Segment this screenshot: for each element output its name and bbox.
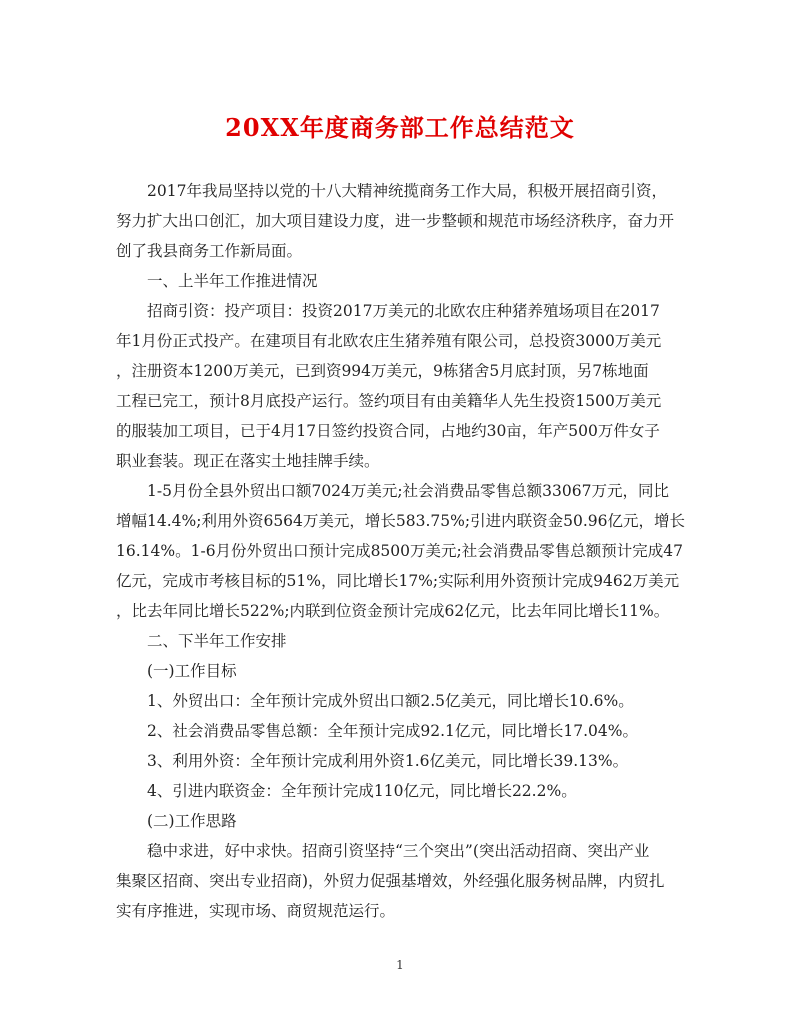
- text-line: 2017年我局坚持以党的十八大精神统揽商务工作大局，积极开展招商引资，: [147, 182, 667, 200]
- section-heading-second-half: 二、下半年工作安排: [147, 632, 287, 650]
- text-line: ，注册资本1200万美元，已到资994万美元，9栋猪舍5月底封顶，另7栋地面: [116, 362, 649, 380]
- goal-item: 1、外贸出口：全年预计完成外贸出口额2.5亿美元，同比增长10.6%。: [147, 692, 634, 710]
- page-number: 1: [396, 958, 404, 972]
- intro-paragraph: [116, 176, 692, 266]
- text-line: 集聚区招商、突出专业招商)，外贸力促强基增效，外经强化服务树品牌，内贸扎: [116, 872, 665, 890]
- text-line: ，比去年同比增长522%;内联到位资金预计完成62亿元，比去年同比增长11%。: [116, 602, 670, 620]
- text-line: 16.14%。1-6月份外贸出口预计完成8500万美元;社会消费品零售总额预计完成47: [116, 542, 683, 560]
- ideas-paragraph: [116, 836, 692, 926]
- text-line: 亿元，完成市考核目标的51%，同比增长17%;实际利用外资预计完成9462万美元: [116, 572, 680, 590]
- investment-paragraph: [116, 296, 692, 476]
- text-line: 的服装加工项目，已于4月17日签约投资合同，占地约30亩，年产500万件女子: [116, 422, 660, 440]
- text-line: 职业套装。现正在落实土地挂牌手续。: [116, 452, 380, 470]
- goal-item: 3、利用外资：全年预计完成利用外资1.6亿美元，同比增长39.13%。: [147, 752, 629, 770]
- text-line: 增幅14.4%;利用外资6564万美元，增长583.75%;引进内联资金50.96亿元，增长: [116, 512, 685, 530]
- subsection-heading-goals: (一)工作目标: [147, 662, 237, 680]
- goal-item: 2、社会消费品零售总额：全年预计完成92.1亿元，同比增长17.04%。: [147, 722, 638, 740]
- text-line: 招商引资：投产项目：投资2017万美元的北欧农庄种猪养殖场项目在2017: [147, 302, 660, 320]
- text-line: 工程已完工，预计8月底投产运行。签约项目有由美籍华人先生投资1500万美元: [116, 392, 662, 410]
- text-line: 稳中求进，好中求快。招商引资坚持“三个突出”(突出活动招商、突出产业: [147, 842, 650, 860]
- text-line: 年1月份正式投产。在建项目有北欧农庄生猪养殖有限公司，总投资3000万美元: [116, 332, 662, 350]
- subsection-heading-ideas: (二)工作思路: [147, 812, 237, 830]
- text-line: 1-5月份全县外贸出口额7024万美元;社会消费品零售总额33067万元，同比: [147, 482, 669, 500]
- text-line: 努力扩大出口创汇，加大项目建设力度，进一步整顿和规范市场经济秩序，奋力开: [116, 212, 675, 230]
- section-heading-first-half: 一、上半年工作推进情况: [147, 272, 318, 290]
- statistics-paragraph: [116, 476, 692, 626]
- document-title: 20XX年度商务部工作总结范文: [225, 113, 575, 142]
- document-body: [116, 176, 692, 926]
- text-line: 实有序推进，实现市场、商贸规范运行。: [116, 902, 396, 920]
- text-line: 创了我县商务工作新局面。: [116, 242, 303, 260]
- goal-item: 4、引进内联资金：全年预计完成110亿元，同比增长22.2%。: [147, 782, 577, 800]
